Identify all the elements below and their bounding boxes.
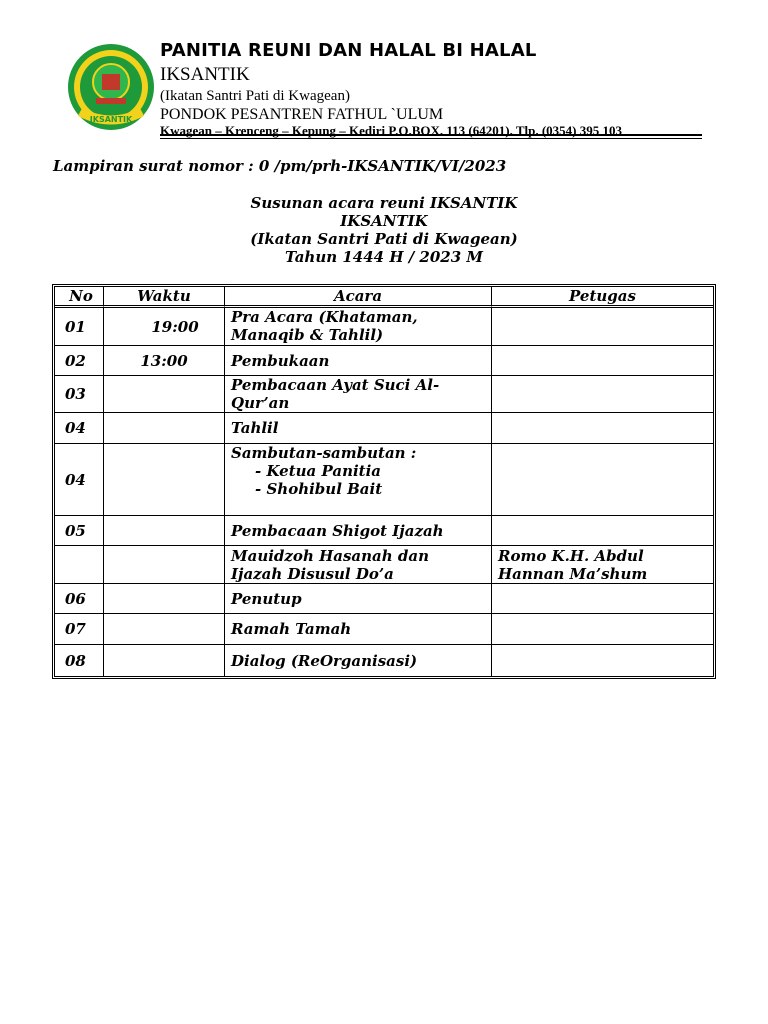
- letterhead: [160, 40, 705, 138]
- cell-no: 07: [55, 614, 104, 645]
- cell-waktu: [104, 444, 225, 516]
- cell-acara: Pembacaan Shigot Ijazah: [225, 516, 492, 546]
- table-row: [55, 376, 713, 413]
- cell-petugas: [492, 614, 713, 645]
- table-row: [55, 645, 713, 676]
- header-no: No: [55, 287, 104, 308]
- cell-no: 04: [55, 444, 104, 516]
- letterhead-address: Kwagean – Krenceng – Kepung – Kediri P.O.BOX. 113 (64201). Tlp. (0354) 395 103: [160, 123, 623, 138]
- table-row: [55, 614, 713, 645]
- cell-acara: Ramah Tamah: [225, 614, 492, 645]
- schedule-heading: [0, 194, 768, 266]
- schedule-table: [52, 284, 716, 679]
- cell-petugas: [492, 584, 713, 614]
- table-row: [55, 546, 713, 584]
- cell-acara: Pra Acara (Khataman, Manaqib & Tahlil): [225, 308, 492, 346]
- cell-no: 03: [55, 376, 104, 413]
- letterhead-org-full: (Ikatan Santri Pati di Kwagean): [160, 88, 350, 104]
- sambutan-label: Sambutan-sambutan :: [231, 444, 417, 462]
- cell-waktu: [104, 546, 225, 584]
- cell-waktu: 13:00: [104, 346, 225, 376]
- sambutan-list: [231, 462, 485, 498]
- cell-waktu: [104, 413, 225, 444]
- cell-waktu: [104, 584, 225, 614]
- cell-no: 02: [55, 346, 104, 376]
- cell-no: 08: [55, 645, 104, 676]
- list-item: [255, 480, 485, 498]
- cell-petugas: [492, 376, 713, 413]
- logo-text: IKSANTIK: [89, 115, 133, 124]
- table-header-row: [55, 287, 713, 308]
- table-row: [55, 346, 713, 376]
- cell-acara: Mauidzoh Hasanah dan Ijazah Disusul Do’a: [225, 546, 492, 584]
- cell-no: 05: [55, 516, 104, 546]
- cell-petugas: [492, 444, 713, 516]
- cell-acara: Penutup: [225, 584, 492, 614]
- cell-petugas: [492, 413, 713, 444]
- cell-petugas: [492, 516, 713, 546]
- list-item-text: Shohibul Bait: [266, 480, 383, 498]
- heading-line-3: (Ikatan Santri Pati di Kwagean): [250, 230, 518, 248]
- letterhead-rule-thin: [160, 138, 702, 139]
- letter-reference: Lampiran surat nomor : 0 /pm/prh-IKSANTIK/VI/2023: [53, 157, 507, 175]
- cell-petugas: [492, 346, 713, 376]
- cell-no: 04: [55, 413, 104, 444]
- header-petugas: Petugas: [492, 287, 713, 308]
- cell-waktu: [104, 645, 225, 676]
- cell-petugas: [492, 308, 713, 346]
- cell-acara: Tahlil: [225, 413, 492, 444]
- cell-waktu: 19:00: [104, 308, 225, 346]
- list-item: [255, 462, 485, 480]
- cell-no: 01: [55, 308, 104, 346]
- table-row: [55, 584, 713, 614]
- table-row: [55, 516, 713, 546]
- header-acara: Acara: [225, 287, 492, 308]
- letterhead-title: PANITIA REUNI DAN HALAL BI HALAL: [160, 40, 537, 61]
- table-row: [55, 413, 713, 444]
- header-waktu: Waktu: [104, 287, 225, 308]
- cell-petugas: [492, 645, 713, 676]
- cell-waktu: [104, 376, 225, 413]
- table-row: [55, 444, 713, 516]
- cell-no: 06: [55, 584, 104, 614]
- cell-acara: Pembacaan Ayat Suci Al-Qur’an: [225, 376, 492, 413]
- cell-acara: Pembukaan: [225, 346, 492, 376]
- cell-acara: [225, 444, 492, 516]
- cell-waktu: [104, 516, 225, 546]
- heading-line-2: IKSANTIK: [340, 212, 428, 230]
- organization-logo: [66, 42, 156, 132]
- letterhead-pondok: PONDOK PESANTREN FATHUL `ULUM: [160, 106, 444, 123]
- letterhead-rule: [160, 134, 702, 136]
- table-row: [55, 308, 713, 346]
- cell-no: [55, 546, 104, 584]
- cell-waktu: [104, 614, 225, 645]
- heading-line-4: Tahun 1444 H / 2023 M: [284, 248, 484, 266]
- list-item-text: Ketua Panitia: [266, 462, 382, 480]
- letterhead-org: IKSANTIK: [160, 64, 250, 85]
- heading-line-1: Susunan acara reuni IKSANTIK: [250, 194, 518, 212]
- cell-petugas: Romo K.H. Abdul Hannan Ma’shum: [492, 546, 713, 584]
- cell-acara: Dialog (ReOrganisasi): [225, 645, 492, 676]
